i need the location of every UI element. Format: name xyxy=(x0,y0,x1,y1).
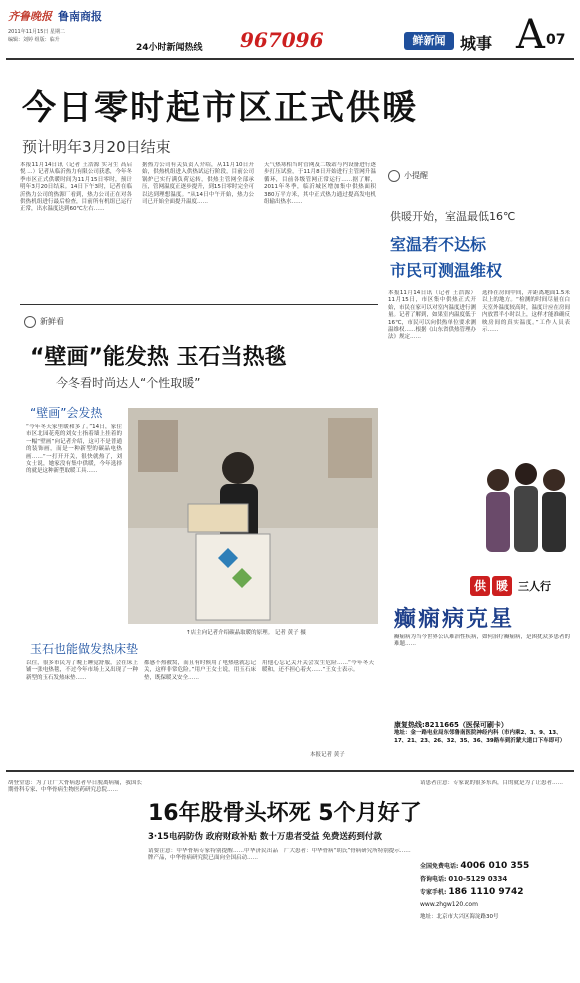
photo-caption: ↑店主向记者介绍碳晶取暖的原理。 记者 黄子 摄 xyxy=(186,630,306,636)
lead-subhead: 预计明年3月20日结束 xyxy=(22,138,171,156)
section-name: 城事 xyxy=(460,34,493,53)
bottom-ad-headline: 16年股骨头坏死 5个月好了 xyxy=(148,801,422,826)
warm-badge-char: 供 xyxy=(470,576,490,596)
page-number: 07 xyxy=(546,32,566,48)
feature-headline: “壁画”能发热 玉石当热毯 xyxy=(30,345,287,370)
tip-line2: 室温若不达标 xyxy=(390,235,487,254)
editor-line: 编辑：刘婷 组版：临升 xyxy=(8,37,60,43)
page-letter: A xyxy=(516,12,545,58)
ad-address: 地址：金一路电业局东邻鲁南医院神经内科（市内乘2、3、9、13、17、21、23、26、32、35、36、39路车到沂蒙大道口下车即可） xyxy=(394,730,566,744)
feature-column: 都感不热被窝，而且有时候用了电热毯就忘记关，这样非常危险。”用户王女士说，用玉石床垫，既保暖又安全…… xyxy=(144,660,256,681)
contact-label: 专家手机: xyxy=(420,889,447,896)
warm-badge-text: 三人行 xyxy=(518,580,551,593)
tip-box xyxy=(386,166,572,561)
section-tag xyxy=(404,32,454,50)
feature-column: “今年冬天家里暖和多了。”14日，家住市区北园花苑的刘女士指着墙上挂着的一幅“壁画”向记者介绍，这可不是普通的装饰画，而是一种新型的碳晶电热画……“一打开开关，很快就热了，刘女士说，她家没有集中供暖，今年选择的就是这种新型取暖工具…… xyxy=(26,424,122,475)
bottom-ad-column: 请患者注意：专家说的很多东西，目的就是为了让患者…… xyxy=(420,780,564,786)
lead-column: 天气热寒相当时管网及二级站与内设备进行逐步打压试验，于11月8日开始进行主管网升温循环，目前各级管网正常运行……据了解，2011年冬季，临沂城区增加集中供热面积380万平方米，其中正式热力通过提高发电机组输出热水…… xyxy=(264,162,376,206)
lead-headline: 今日零时起市区正式供暖 xyxy=(22,88,418,128)
tip-line3: 市民可测温维权 xyxy=(390,261,503,280)
bottom-ad-column: 请要注意：中华骨病专家特别提醒……中华济民出品牌产品，中华骨病研究院已面向全国启动…… xyxy=(148,848,278,862)
feature-subhead: 今冬看时尚达人“个性取暖” xyxy=(56,376,201,390)
bottom-ad-column: 胡登堂患：为了让广大骨病患者早日脱离病痛，我国长期骨科专家、中华骨病生物医药研究总院…… xyxy=(8,780,142,794)
tip-label: 小提醒 xyxy=(404,171,428,180)
tip-icon xyxy=(388,170,400,182)
ad-title: 癫痫病克星 xyxy=(394,607,515,632)
contact-number: 186 1110 9742 xyxy=(448,887,524,897)
lead-column: 本报11月14日讯（记者 王浩源 实习生 高启悦 ...）记者从临沂热力有限公司获悉，今年冬季市区正式供暖时间为11月15日零时，预计明年3月20日结束。14日下午3时，记者在临沂热力公司的热源厂看到，热力公司正在对各供热机组进行最后检查，目前所有机组已运行正常，出水温度达到60℃左右…… xyxy=(20,162,132,213)
masthead xyxy=(0,0,580,60)
warm-badge xyxy=(470,576,574,598)
warm-badge-char: 暖 xyxy=(492,576,512,596)
bottom-ad-rule xyxy=(6,770,574,772)
feature-column: 用他心忘记关开关会发生危险……“今年冬天暖和，还不担心着火……”王女士表示。 xyxy=(262,660,374,674)
contact-label: 全国免费电话: xyxy=(420,863,459,870)
ad-body: 癫痫病为当今世界公认难治性疾病，如何治疗癫痫病，是困扰众多患者的难题…… xyxy=(394,634,570,648)
address: 地址：北京市大兴区海淀路30号 xyxy=(420,914,499,920)
bottom-ad-column: 广大患者：中华骨病“胡氏”骨病研究所特别提示…… xyxy=(284,848,411,854)
tip-column: 本报11月14日讯（记者 王浩源）11月15日，市区集中供热正式开始，市民在家可以对室内温度进行测量。记者了解到，如果室内温度低于16℃，市民可以向供热单位要求测温维权……根据《山东省供热管理办法》规定…… xyxy=(388,290,476,341)
tip-line1: 供暖开始，室温最低16℃ xyxy=(390,210,516,223)
contact-number: 4006 010 355 xyxy=(460,861,530,871)
contact-row xyxy=(420,860,572,923)
newspaper-sublogo: 鲁南商报 xyxy=(58,10,102,23)
newspaper-logo: 齐鲁晚报 xyxy=(8,10,52,23)
contact-label: 咨询电话: xyxy=(420,876,447,883)
three-women-photo xyxy=(480,450,572,560)
section-tag-label: 鲜新闻 xyxy=(412,34,446,47)
date-line: 2011年11月15日 星期二 xyxy=(8,29,66,35)
bottom-ad-subhead: 3·15电码防伪 政府财政补贴 数十万患者受益 免费送药到付款 xyxy=(148,832,382,842)
feature-icon xyxy=(24,316,36,328)
shop-owner-photo xyxy=(128,408,378,624)
byline: 本报记者 黄子 xyxy=(310,752,345,758)
tip-column: 选择在房间中间，并距离地面1.5米以上的地方。“检测的时间尽量在白天室外温度较高时，温度计应在房间内放置半小时以上，这样才能准确反映房间的真实温度。”工作人员表示…… xyxy=(482,290,570,334)
feature-label: 新鲜看 xyxy=(40,317,64,326)
feature-column: 以往，很多市民为了晚上睡觉舒服，会在床上铺一张电热毯，不过今年市场上又出现了一种新型的玉石发热床垫…… xyxy=(26,660,138,681)
lead-column: 据热力公司有关负责人介绍，从11月10日开始，供热机组进入供热试运行阶段，目前公司锅炉已实行满负荷运转，供热主管网全部承压，管网温度正逐步提升，到15日零时完全可以达到理想温度。“从14日中午开始，热力公司已开始全面提升温度…… xyxy=(142,162,254,206)
feature-rule xyxy=(20,304,378,305)
hotline-label: 24小时新闻热线 xyxy=(136,43,203,53)
masthead-rule xyxy=(6,58,574,60)
hotline-number: 967096 xyxy=(240,28,324,52)
feature-subtitle: “壁画”会发热 xyxy=(30,406,103,420)
website: www.zhgw120.com xyxy=(420,901,478,908)
ad-hotline: 康复热线:8211665（医保可刷卡） xyxy=(394,721,508,729)
contact-number: 010-5129 0334 xyxy=(448,875,508,883)
feature-subtitle: 玉石也能做发热床垫 xyxy=(30,642,139,656)
